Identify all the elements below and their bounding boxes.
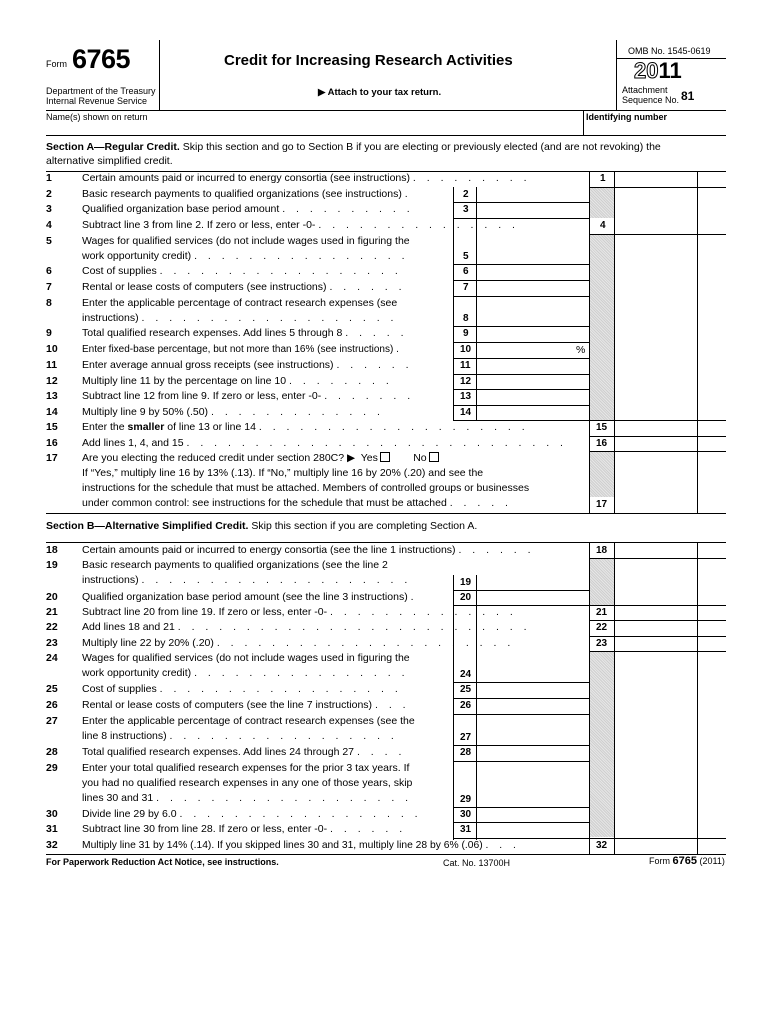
line-20-box: 20 xyxy=(460,592,472,603)
line-17-text: Are you electing the reduced credit under section 280C? ▶ Yes No xyxy=(82,451,439,466)
line-30-amount[interactable] xyxy=(477,808,589,822)
line-16-text: Add lines 1, 4, and 15 . . . . . . . . . . . . . . . . . . . . . . . . . . . . xyxy=(82,437,567,449)
line-19-box: 19 xyxy=(460,577,472,588)
section-a-intro: alternative simplified credit. xyxy=(46,155,173,167)
line-3-text: Qualified organization base period amount . . . . . . . . . . xyxy=(82,203,414,215)
line-15-text: Enter the smaller of line 13 or line 14 . . . . . . . . . . . . . . . . . . . . xyxy=(82,421,529,433)
dept-line-2: Internal Revenue Service xyxy=(46,96,148,106)
names-field[interactable] xyxy=(46,122,582,134)
line-3-number: 3 xyxy=(46,203,52,215)
line-17-text-4: under common control: see instructions for the schedule that must be attached . . . . . xyxy=(82,497,512,509)
line-28-number: 28 xyxy=(46,746,58,758)
attach-instruction: ▶ Attach to your tax return. xyxy=(318,87,442,98)
line-2-amount[interactable] xyxy=(477,188,589,202)
line-3-box: 3 xyxy=(463,204,469,215)
line-20-text: Qualified organization base period amount (see the line 3 instructions) . xyxy=(82,591,418,603)
line-24-number: 24 xyxy=(46,652,58,664)
line-17-no-label: No xyxy=(413,452,427,464)
line-12-amount[interactable] xyxy=(477,375,589,389)
line-17-text-3: instructions for the schedule that must be attached. Members of controlled groups or businesses xyxy=(82,482,530,494)
line-30-text: Divide line 29 by 6.0 . . . . . . . . . . . . . . . . . . xyxy=(82,808,422,820)
line-1-box: 1 xyxy=(600,173,606,184)
line-17-amount[interactable] xyxy=(615,497,697,512)
names-label: Name(s) shown on return xyxy=(46,112,148,122)
line-14-amount[interactable] xyxy=(477,406,589,420)
line-8-box: 8 xyxy=(463,313,469,324)
line-17-box: 17 xyxy=(596,499,608,510)
line-4-number: 4 xyxy=(46,219,52,231)
line-4-box: 4 xyxy=(600,220,606,231)
line-5-text: Wages for qualified services (do not include wages used in figuring the xyxy=(82,235,410,247)
line-25-number: 25 xyxy=(46,683,58,695)
percent-sign: % xyxy=(576,344,586,356)
line-23-box: 23 xyxy=(596,638,608,649)
line-24-box: 24 xyxy=(460,669,472,680)
line-29-number: 29 xyxy=(46,762,58,774)
line-17-yes-checkbox[interactable] xyxy=(380,452,390,462)
identifying-number-field[interactable] xyxy=(586,122,726,134)
line-14-number: 14 xyxy=(46,406,58,418)
line-15-box: 15 xyxy=(596,422,608,433)
line-7-text: Rental or lease costs of computers (see instructions) . . . . . . xyxy=(82,281,406,293)
line-15-amount[interactable] xyxy=(615,421,697,435)
line-32-box: 32 xyxy=(596,840,608,851)
line-25-text: Cost of supplies . . . . . . . . . . . . . . . . . . xyxy=(82,683,402,695)
line-31-text: Subtract line 30 from line 28. If zero or less, enter -0- . . . . . . xyxy=(82,823,407,835)
line-7-box: 7 xyxy=(463,282,469,293)
line-29-text-2: you had no qualified research expenses in any one of those years, skip xyxy=(82,777,413,789)
line-8-number: 8 xyxy=(46,297,52,309)
line-28-box: 28 xyxy=(460,747,472,758)
section-b-heading: Section B—Alternative Simplified Credit. Skip this section if you are completing Section A. xyxy=(46,520,478,532)
line-22-text: Add lines 18 and 21 . . . . . . . . . . . . . . . . . . . . . . . . . . xyxy=(82,621,531,633)
line-27-amount[interactable] xyxy=(477,730,589,744)
paperwork-notice: For Paperwork Reduction Act Notice, see instructions. xyxy=(46,857,279,867)
line-12-box: 12 xyxy=(460,376,472,387)
line-17-no-checkbox[interactable] xyxy=(429,452,439,462)
tax-year xyxy=(634,58,682,84)
footer-form: Form 6765 (2011) xyxy=(649,855,725,867)
line-10-percentage[interactable] xyxy=(477,343,573,357)
line-29-amount[interactable] xyxy=(477,792,589,807)
line-13-box: 13 xyxy=(460,391,472,402)
tax-year-outline: 20 xyxy=(634,58,659,83)
line-24-text: Wages for qualified services (do not include wages used in figuring the xyxy=(82,652,410,664)
line-24-text-2: work opportunity credit) . . . . . . . . . . . . . . . . xyxy=(82,667,409,679)
line-10-box: 10 xyxy=(460,344,472,355)
line-29-box: 29 xyxy=(460,794,472,805)
line-15-number: 15 xyxy=(46,421,58,433)
line-30-number: 30 xyxy=(46,808,58,820)
line-22-box: 22 xyxy=(596,622,608,633)
line-22-amount[interactable] xyxy=(615,621,697,635)
line-27-text: Enter the applicable percentage of contract research expenses (see the xyxy=(82,715,415,727)
line-21-box: 21 xyxy=(596,607,608,618)
line-26-number: 26 xyxy=(46,699,58,711)
line-23-text: Multiply line 22 by 20% (.20) . . . . . . . . . . . . . . . . . . . . . . xyxy=(82,637,515,649)
line-11-amount[interactable] xyxy=(477,359,589,373)
line-28-text: Total qualified research expenses. Add lines 24 through 27 . . . . xyxy=(82,746,406,758)
line-5-amount[interactable] xyxy=(477,249,589,264)
tax-year-bold: 11 xyxy=(658,58,682,83)
line-29-text-3: lines 30 and 31 . . . . . . . . . . . . . . . . . . . xyxy=(82,792,413,804)
line-23-number: 23 xyxy=(46,637,58,649)
line-18-number: 18 xyxy=(46,544,58,556)
line-10-number: 10 xyxy=(46,343,58,355)
line-6-number: 6 xyxy=(46,265,52,277)
line-4-text: Subtract line 3 from line 2. If zero or less, enter -0- . . . . . . . . . . . . . . . xyxy=(82,219,519,231)
section-a-heading: Section A—Regular Credit. Skip this section and go to Section B if you are electing or previously elected (and are not revoking) the xyxy=(46,141,661,153)
line-5-box: 5 xyxy=(463,251,469,262)
line-19-number: 19 xyxy=(46,559,58,571)
omb-number: OMB No. 1545-0619 xyxy=(628,46,711,56)
line-3-amount[interactable] xyxy=(477,203,589,217)
line-31-amount[interactable] xyxy=(477,823,589,837)
line-9-text: Total qualified research expenses. Add lines 5 through 8 . . . . . xyxy=(82,327,408,339)
line-8-text: Enter the applicable percentage of contract research expenses (see xyxy=(82,297,398,309)
line-17-text-2: If “Yes,” multiply line 16 by 13% (.13). If “No,” multiply line 16 by 20% (.20) and see the xyxy=(82,467,484,479)
line-21-text: Subtract line 20 from line 19. If zero or less, enter -0- . . . . . . . . . . . . . . xyxy=(82,606,517,618)
line-26-text: Rental or lease costs of computers (see the line 7 instructions) . . . xyxy=(82,699,410,711)
line-16-amount[interactable] xyxy=(615,437,697,451)
line-7-amount[interactable] xyxy=(477,281,589,295)
line-16-box: 16 xyxy=(596,438,608,449)
line-18-box: 18 xyxy=(596,545,608,556)
line-17-yes-label: Yes xyxy=(360,452,378,464)
line-25-amount[interactable] xyxy=(477,683,589,697)
attachment-label: Attachment xyxy=(622,85,668,95)
line-2-box: 2 xyxy=(463,189,469,200)
line-27-text-2: line 8 instructions) . . . . . . . . . . . . . . . . . xyxy=(82,730,398,742)
dept-line-1: Department of the Treasury xyxy=(46,86,156,96)
line-8-amount[interactable] xyxy=(477,311,589,326)
line-20-number: 20 xyxy=(46,591,58,603)
line-2-number: 2 xyxy=(46,188,52,200)
line-26-box: 26 xyxy=(460,700,472,711)
form-number: 6765 xyxy=(72,44,131,74)
sequence-number: 81 xyxy=(681,89,695,103)
line-20-amount[interactable] xyxy=(477,591,589,605)
line-31-number: 31 xyxy=(46,823,58,835)
line-21-amount[interactable] xyxy=(615,606,697,620)
line-11-text: Enter average annual gross receipts (see instructions) . . . . . . xyxy=(82,359,413,371)
line-13-text: Subtract line 12 from line 9. If zero or less, enter -0- . . . . . . . xyxy=(82,390,415,402)
line-6-box: 6 xyxy=(463,266,469,277)
identifying-number-label: Identifying number xyxy=(586,112,667,122)
line-23-amount[interactable] xyxy=(615,637,697,651)
line-12-text: Multiply line 11 by the percentage on line 10 . . . . . . . . xyxy=(82,375,393,387)
line-1-amount[interactable] xyxy=(615,172,697,186)
line-5-number: 5 xyxy=(46,235,52,247)
line-11-number: 11 xyxy=(46,359,58,371)
line-17-number: 17 xyxy=(46,452,58,464)
line-18-text: Certain amounts paid or incurred to energy consortia (see the line 1 instructions) . . . . . . xyxy=(82,544,535,556)
line-26-amount[interactable] xyxy=(477,699,589,713)
line-10-text: Enter fixed-base percentage, but not more than 16% (see instructions) . xyxy=(82,344,403,355)
line-1-text: Certain amounts paid or incurred to energy consortia (see instructions) . . . . . . . . . xyxy=(82,172,531,184)
line-24-amount[interactable] xyxy=(477,667,589,682)
line-12-number: 12 xyxy=(46,375,58,387)
line-27-number: 27 xyxy=(46,715,58,727)
line-1-number: 1 xyxy=(46,172,52,184)
line-19-text: Basic research payments to qualified organizations (see the line 2 xyxy=(82,559,388,571)
line-9-number: 9 xyxy=(46,327,52,339)
line-16-number: 16 xyxy=(46,437,58,449)
line-14-text: Multiply line 9 by 50% (.50) . . . . . . . . . . . . . xyxy=(82,406,384,418)
form-title: Credit for Increasing Research Activities xyxy=(224,52,513,69)
line-9-amount[interactable] xyxy=(477,327,589,341)
line-30-box: 30 xyxy=(460,809,472,820)
line-9-box: 9 xyxy=(463,328,469,339)
line-32-amount[interactable] xyxy=(615,839,697,853)
line-13-amount[interactable] xyxy=(477,390,589,404)
form-label: Form xyxy=(46,59,67,69)
line-19-text-2: instructions) . . . . . . . . . . . . . . . . . . . . xyxy=(82,574,412,586)
line-32-text: Multiply line 31 by 14% (.14). If you skipped lines 30 and 31, multiply line 28 by 6% (.06) . . . xyxy=(82,840,520,851)
line-5-text-2: work opportunity credit) . . . . . . . . . . . . . . . . xyxy=(82,250,409,262)
line-11-box: 11 xyxy=(460,360,471,371)
line-27-box: 27 xyxy=(460,732,472,743)
line-7-number: 7 xyxy=(46,281,52,293)
line-22-number: 22 xyxy=(46,621,58,633)
line-29-text: Enter your total qualified research expenses for the prior 3 tax years. If xyxy=(82,762,410,774)
sequence-label: Sequence No. xyxy=(622,95,680,105)
line-32-number: 32 xyxy=(46,839,58,851)
line-8-text-2: instructions) . . . . . . . . . . . . . . . . . . . xyxy=(82,312,398,324)
line-13-number: 13 xyxy=(46,390,58,402)
line-21-number: 21 xyxy=(46,606,58,618)
line-6-amount[interactable] xyxy=(477,265,589,279)
line-18-amount[interactable] xyxy=(615,544,697,558)
line-19-amount[interactable] xyxy=(477,575,589,590)
line-4-amount[interactable] xyxy=(615,219,697,233)
catalog-number: Cat. No. 13700H xyxy=(443,858,511,868)
line-28-amount[interactable] xyxy=(477,746,589,760)
line-6-text: Cost of supplies . . . . . . . . . . . . . . . . . . xyxy=(82,265,402,277)
line-25-box: 25 xyxy=(460,684,472,695)
line-31-box: 31 xyxy=(460,824,472,835)
line-2-text: Basic research payments to qualified organizations (see instructions) . xyxy=(82,188,412,200)
line-14-box: 14 xyxy=(460,407,472,418)
